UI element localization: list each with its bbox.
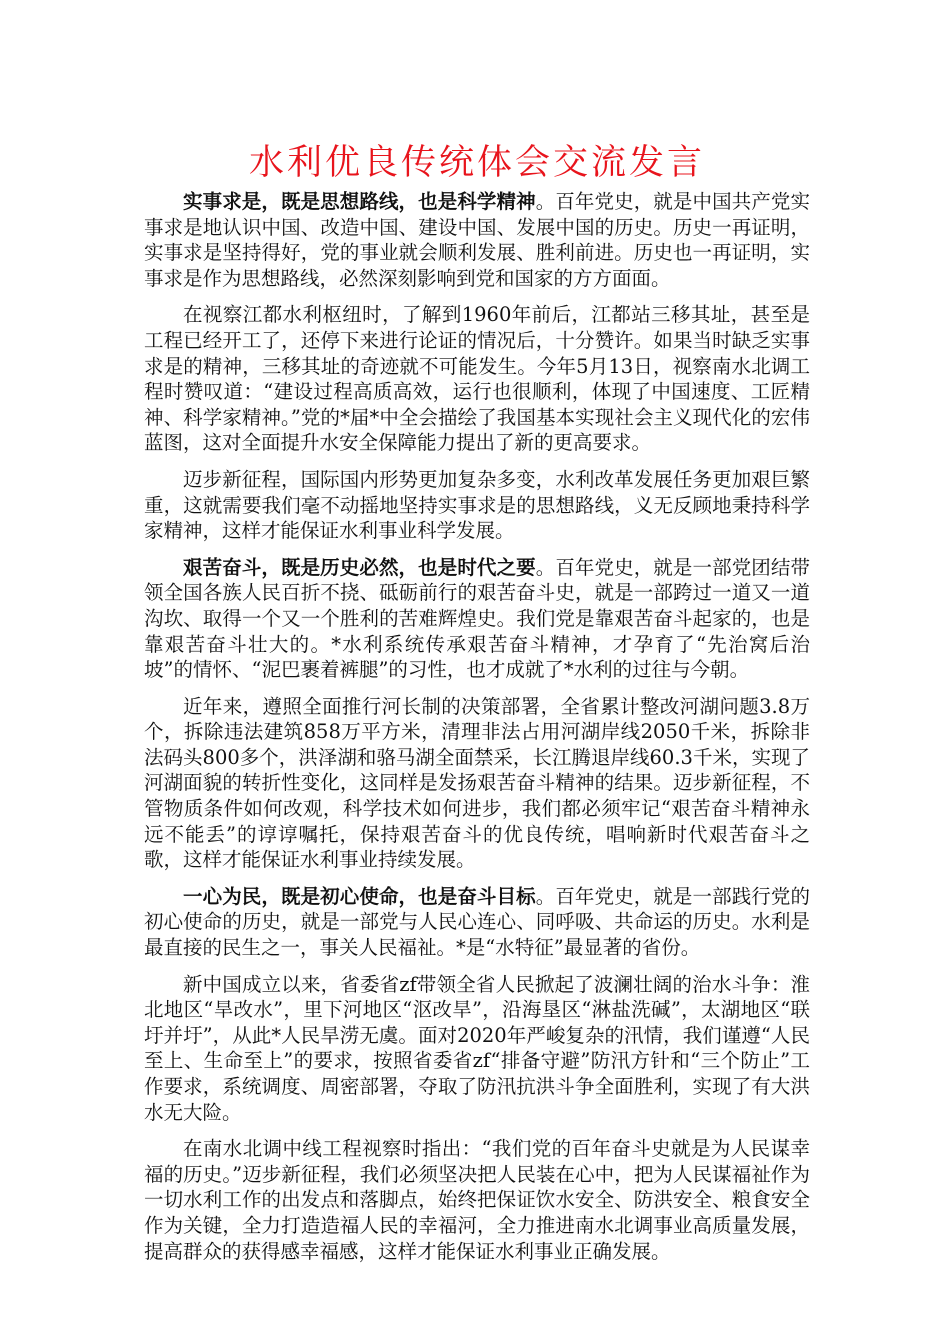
paragraph-6-text: 。百年党史，就是一部践行党的初心使命的历史，就是一部党与人民心连心、同呼吸、共命运的历史。水利是最直接的民生之一，事关人民福祉。*是“水特征”最显著的省份。 bbox=[144, 884, 810, 960]
paragraph-6-lead: 一心为民，既是初心使命，也是奋斗目标 bbox=[183, 884, 536, 908]
paragraph-6 bbox=[144, 884, 810, 961]
document-title: 水利优良传统体会交流发言 bbox=[248, 143, 705, 183]
paragraph-5-text: 近年来，遵照全面推行河长制的决策部署，全省累计整改河湖问题3.8万个，拆除违法建筑858万平方米，清理非法占用河湖岸线2050千米，拆除非法码头800多个，洪泽湖和骆马湖全面禁采，长江腾退岸线60.3千米，实现了河湖面貌的转折性变化，这同样是发扬艰苦奋斗精神的结果。迈步新征程，不管物质条件如何改观，科学技术如何进步，我们都必须牢记“艰苦奋斗精神永远不能丢”的谆谆嘱托，保持艰苦奋斗的优良传统，唱响新时代艰苦奋斗之歌，这样才能保证水利事业持续发展。 bbox=[144, 694, 810, 872]
paragraph-7-text: 新中国成立以来，省委省zf带领全省人民掀起了波澜壮阔的治水斗争：淮北地区“旱改水”，里下河地区“沤改旱”，沿海垦区“淋盐洗碱”，太湖地区“联圩并圩”，从此*人民旱涝无虞。面对2020年严峻复杂的汛情，我们谨遵“人民至上、生命至上”的要求，按照省委省zf“排备守避”防汛方针和“三个防止”工作要求，系统调度、周密部署，夺取了防汛抗洪斗争全面胜利，实现了有大洪水无大险。 bbox=[144, 972, 810, 1124]
paragraph-2 bbox=[144, 302, 810, 456]
paragraph-8 bbox=[144, 1136, 810, 1264]
paragraph-3-text: 迈步新征程，国际国内形势更加复杂多变，水利改革发展任务更加艰巨繁重，这就需要我们毫不动摇地坚持实事求是的思想路线，义无反顾地秉持科学家精神，这样才能保证水利事业科学发展。 bbox=[144, 467, 810, 543]
paragraph-4-lead: 艰苦奋斗，既是历史必然，也是时代之要 bbox=[183, 555, 536, 579]
paragraph-4 bbox=[144, 555, 810, 683]
paragraph-1-lead: 实事求是，既是思想路线，也是科学精神 bbox=[183, 190, 536, 213]
paragraph-8-text: 在南水北调中线工程视察时指出：“我们党的百年奋斗史就是为人民谋幸福的历史。”迈步新征程，我们必须坚决把人民装在心中，把为人民谋福祉作为一切水利工作的出发点和落脚点，始终把保证饮水安全、防洪安全、粮食安全作为关键，全力打造造福人民的幸福河，全力推进南水北调事业高质量发展，提高群众的获得感幸福感，这样才能保证水利事业正确发展。 bbox=[144, 1137, 810, 1263]
document-page bbox=[144, 138, 810, 1275]
paragraph-4-text: 。百年党史，就是一部党团结带领全国各族人民百折不挠、砥砺前行的艰苦奋斗史，就是一部跨过一道又一道沟坎、取得一个又一个胜利的苦难辉煌史。我们党是靠艰苦奋斗起家的，也是靠艰苦奋斗壮大的。*水利系统传承艰苦奋斗精神，才孕育了“先治窝后治坡”的情怀、“泥巴裹着裤腿”的习性，也才成就了*水利的过往与今朝。 bbox=[144, 555, 810, 682]
paragraph-1 bbox=[144, 189, 810, 291]
paragraph-2-text: 在视察江都水利枢纽时，了解到1960年前后，江都站三移其址，甚至是工程已经开工了，还停下来进行论证的情况后，十分赞许。如果当时缺乏实事求是的精神，三移其址的奇迹就不可能发生。今年5月13日，视察南水北调工程时赞叹道：“建设过程高质高效，运行也很顺利，体现了中国速度、工匠精神、科学家精神。”党的*届*中全会描绘了我国基本实现社会主义现代化的宏伟蓝图，这对全面提升水安全保障能力提出了新的更高要求。 bbox=[144, 303, 810, 455]
paragraph-1-text: 。百年党史，就是中国共产党实事求是地认识中国、改造中国、建设中国、发展中国的历史。历史一再证明，实事求是坚持得好，党的事业就会顺利发展、胜利前进。历史也一再证明，实事求是作为思想路线，必然深刻影响到党和国家的方方面面。 bbox=[144, 190, 810, 290]
paragraph-7 bbox=[144, 972, 810, 1126]
paragraph-5 bbox=[144, 694, 810, 873]
paragraph-3 bbox=[144, 467, 810, 544]
